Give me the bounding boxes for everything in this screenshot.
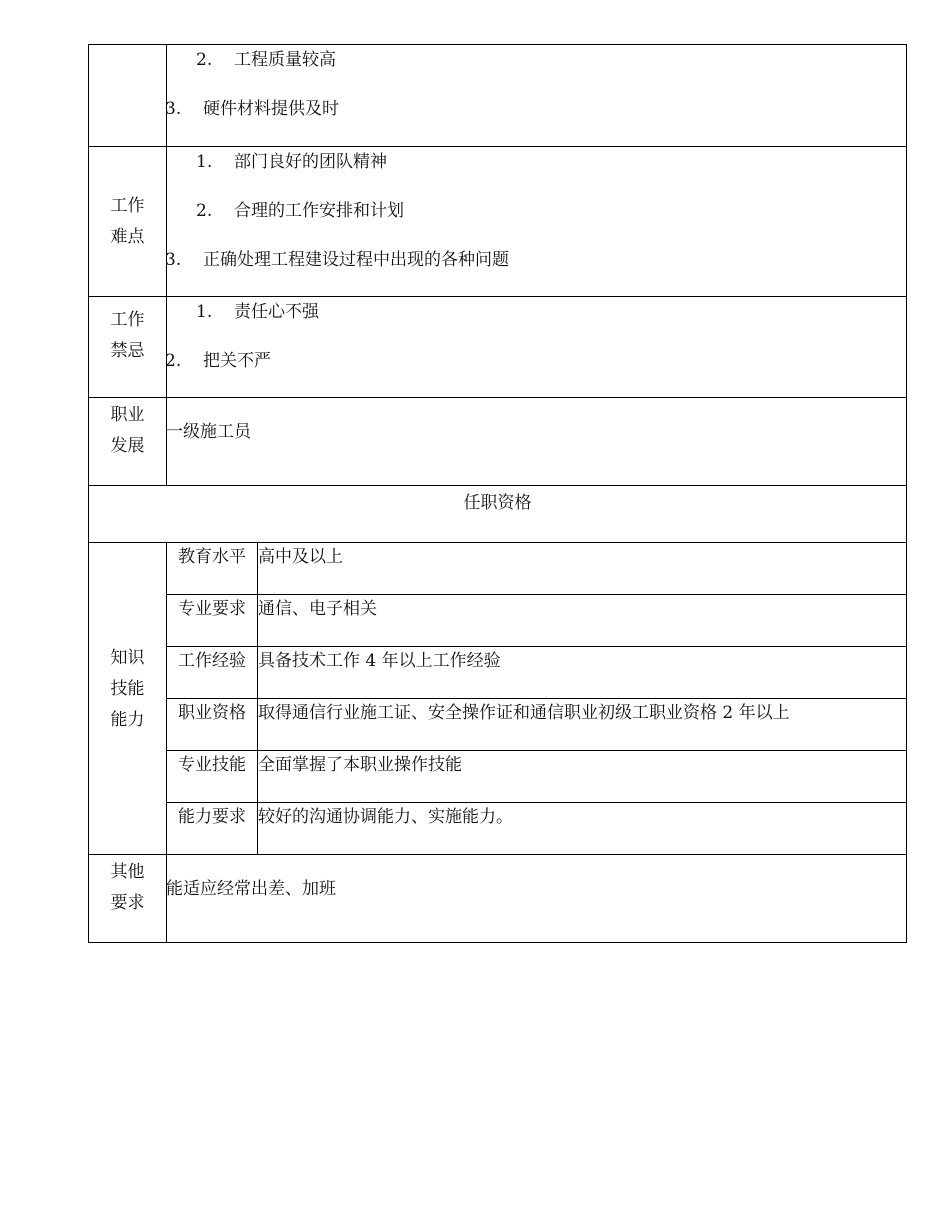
list-text: 部门良好的团队精神 — [234, 152, 387, 172]
list-number: 2. — [196, 201, 213, 221]
table-row — [89, 398, 907, 486]
other-requirements-label — [89, 855, 167, 943]
list-text: 硬件材料提供及时 — [203, 99, 339, 119]
list-text: 正确处理工程建设过程中出现的各种问题 — [203, 250, 509, 270]
label-line: 工作 — [110, 310, 145, 330]
table-row — [89, 543, 907, 595]
list-item — [167, 196, 906, 245]
list-item — [167, 297, 906, 346]
other-requirements-value: 能适应经常出差、加班 — [166, 879, 336, 899]
advantages-continuation-cell — [167, 45, 907, 147]
table-row — [89, 486, 907, 543]
qualification-value: 具备技术工作 4 年以上工作经验 — [258, 647, 907, 699]
table-row — [89, 751, 907, 803]
qualification-value: 较好的沟通协调能力、实施能力。 — [258, 803, 907, 855]
list-text: 把关不严 — [203, 351, 271, 371]
label-line: 职业 — [110, 405, 145, 425]
list-number: 3. — [165, 99, 182, 119]
qualification-value: 取得通信行业施工证、安全操作证和通信职业初级工职业资格 2 年以上 — [258, 699, 907, 751]
label-line: 要求 — [110, 893, 145, 913]
list-item — [165, 94, 906, 143]
table-row — [89, 699, 907, 751]
career-label — [89, 398, 167, 486]
list-number: 2. — [165, 351, 182, 371]
list-item — [165, 245, 906, 294]
label-line: 工作 — [110, 195, 145, 216]
list-item — [167, 45, 906, 94]
table-row — [89, 595, 907, 647]
qualification-label: 工作经验 — [167, 647, 258, 699]
list-item — [167, 147, 906, 196]
table-row — [89, 647, 907, 699]
label-line: 难点 — [110, 226, 145, 247]
table-row — [89, 855, 907, 943]
difficulties-content — [167, 147, 907, 297]
knowledge-skills-label — [89, 543, 167, 855]
label-line: 知识 — [110, 648, 145, 668]
table-row — [89, 45, 907, 147]
empty-label-cell — [89, 45, 167, 147]
qualification-value: 高中及以上 — [258, 543, 907, 595]
label-line: 发展 — [110, 436, 145, 456]
list-text: 合理的工作安排和计划 — [234, 201, 404, 221]
label-line: 其他 — [110, 862, 145, 882]
taboos-content — [167, 297, 907, 398]
qualifications-header: 任职资格 — [89, 486, 907, 543]
qualification-label: 能力要求 — [167, 803, 258, 855]
career-content — [167, 398, 907, 486]
table-row — [89, 297, 907, 398]
job-description-table — [88, 44, 907, 943]
list-item — [165, 346, 906, 395]
career-value: 一级施工员 — [166, 422, 251, 442]
qualification-label: 专业要求 — [167, 595, 258, 647]
qualification-label: 专业技能 — [167, 751, 258, 803]
list-text: 责任心不强 — [234, 302, 319, 322]
table-row — [89, 147, 907, 297]
list-number: 2. — [196, 50, 213, 70]
other-requirements-content — [167, 855, 907, 943]
qualification-label: 职业资格 — [167, 699, 258, 751]
difficulties-label — [89, 147, 167, 297]
qualification-value: 全面掌握了本职业操作技能 — [258, 751, 907, 803]
list-number: 1. — [196, 152, 213, 172]
list-text: 工程质量较高 — [234, 50, 336, 70]
label-line: 能力 — [110, 710, 145, 730]
list-number: 3. — [165, 250, 182, 270]
taboos-label — [89, 297, 167, 398]
qualification-value: 通信、电子相关 — [258, 595, 907, 647]
list-number: 1. — [196, 302, 213, 322]
qualification-label: 教育水平 — [167, 543, 258, 595]
label-line: 技能 — [110, 679, 145, 699]
label-line: 禁忌 — [110, 341, 145, 361]
table-row — [89, 803, 907, 855]
